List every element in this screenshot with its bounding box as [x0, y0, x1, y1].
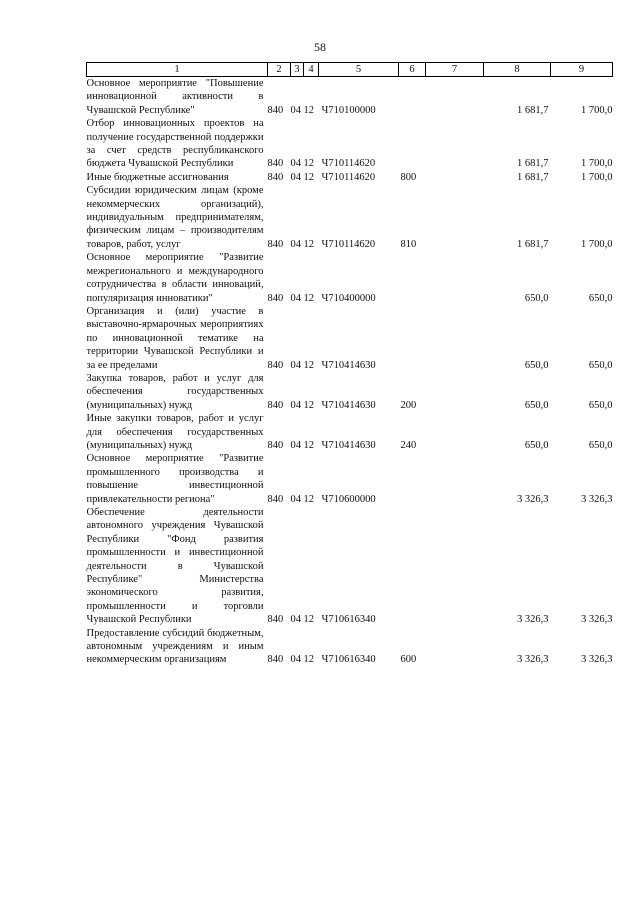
column-7-cell	[426, 77, 484, 118]
amount-col-9-cell: 650,0	[588, 399, 613, 411]
expense-type-cell: 240	[400, 439, 417, 451]
header-col-5: 5	[319, 63, 399, 77]
section-cell: 04	[290, 238, 301, 250]
subsection-cell: 12	[303, 238, 314, 250]
amount-col-8-cell: 650,0	[524, 399, 549, 411]
admin-code-cell: 840	[267, 292, 284, 304]
expense-type-cell	[399, 251, 426, 305]
section-cell: 04	[290, 614, 301, 626]
subsection-cell: 12	[303, 614, 314, 626]
target-article-cell: Ч710616340	[321, 614, 376, 626]
target-article-cell: Ч710414630	[321, 399, 376, 411]
table-row	[87, 372, 613, 412]
section-cell: 04	[290, 158, 301, 170]
table-row	[87, 77, 613, 118]
amount-col-8-cell: 1 681,7	[517, 158, 549, 170]
expense-type-cell	[399, 506, 426, 627]
amount-col-8-cell: 3 326,3	[517, 614, 549, 626]
admin-code-cell: 840	[267, 493, 284, 505]
section-cell: 04	[290, 292, 301, 304]
table-row	[87, 506, 613, 627]
subsection-cell: 12	[303, 171, 314, 183]
name-cell: Закупка товаров, работ и услуг для обеспечения государственных (муниципальных) нужд	[86, 372, 264, 411]
subsection-cell: 12	[303, 654, 314, 666]
subsection-cell: 12	[303, 399, 314, 411]
header-col-6: 6	[399, 63, 426, 77]
column-7-cell	[426, 305, 484, 372]
amount-col-8-cell: 1 681,7	[517, 238, 549, 250]
amount-col-8-cell: 650,0	[524, 359, 549, 371]
amount-col-9-cell: 1 700,0	[581, 158, 613, 170]
target-article-cell: Ч710100000	[321, 104, 376, 116]
section-cell: 04	[290, 493, 301, 505]
section-cell: 04	[290, 654, 301, 666]
admin-code-cell: 840	[267, 238, 284, 250]
column-7-cell	[426, 184, 484, 251]
page-number: 58	[314, 40, 326, 54]
expense-type-cell	[399, 77, 426, 118]
column-7-cell	[426, 251, 484, 305]
amount-col-9-cell: 1 700,0	[581, 104, 613, 116]
name-cell: Организация и (или) участие в выставочно-ярмарочных мероприятиях по инновационной тематике на территории Чувашской Республики и за ее пределами	[86, 305, 264, 371]
name-cell: Субсидии юридическим лицам (кроме некоммерческих организаций), индивидуальным предпринимателям, физическим лицам – производителям товаров, работ, услуг	[86, 185, 264, 250]
amount-col-9-cell: 3 326,3	[581, 614, 613, 626]
amount-col-8-cell: 1 681,7	[517, 104, 549, 116]
subsection-cell: 12	[303, 359, 314, 371]
table-row	[87, 171, 613, 184]
expense-type-cell: 800	[400, 171, 417, 183]
column-7-cell	[426, 627, 484, 667]
target-article-cell: Ч710616340	[321, 654, 376, 666]
section-cell: 04	[290, 171, 301, 183]
amount-col-8-cell: 650,0	[524, 439, 549, 451]
section-cell: 04	[290, 399, 301, 411]
admin-code-cell: 840	[267, 654, 284, 666]
admin-code-cell: 840	[267, 399, 284, 411]
expense-type-cell: 600	[400, 654, 417, 666]
amount-col-9-cell: 1 700,0	[581, 238, 613, 250]
expense-type-cell	[399, 452, 426, 506]
subsection-cell: 12	[303, 292, 314, 304]
target-article-cell: Ч710600000	[321, 493, 376, 505]
subsection-cell: 12	[303, 493, 314, 505]
name-cell: Основное мероприятие "Развитие промышленного производства и повышение инвестиционной привлекательности региона"	[86, 453, 264, 505]
target-article-cell: Ч710414630	[321, 439, 376, 451]
amount-col-8-cell: 650,0	[524, 292, 549, 304]
subsection-cell: 12	[303, 439, 314, 451]
admin-code-cell: 840	[267, 359, 284, 371]
name-cell: Основное мероприятие "Развитие межрегионального и международного сотрудничества в области инноваций, популяризация инноватики"	[86, 252, 264, 304]
target-article-cell: Ч710400000	[321, 292, 376, 304]
header-col-4: 4	[304, 63, 319, 77]
subsection-cell: 12	[303, 158, 314, 170]
expense-type-cell: 810	[400, 238, 417, 250]
expense-type-cell: 200	[400, 399, 417, 411]
section-cell: 04	[290, 439, 301, 451]
admin-code-cell: 840	[267, 439, 284, 451]
subsection-cell: 12	[303, 104, 314, 116]
header-col-2: 2	[268, 63, 291, 77]
column-7-cell	[426, 117, 484, 171]
table-row	[87, 412, 613, 452]
column-7-cell	[426, 372, 484, 412]
section-cell: 04	[290, 359, 301, 371]
header-col-3: 3	[291, 63, 304, 77]
header-col-7: 7	[426, 63, 484, 77]
amount-col-9-cell: 3 326,3	[581, 654, 613, 666]
column-7-cell	[426, 171, 484, 184]
amount-col-9-cell: 650,0	[588, 292, 613, 304]
amount-col-9-cell: 650,0	[588, 439, 613, 451]
column-7-cell	[426, 452, 484, 506]
header-col-8: 8	[484, 63, 551, 77]
table-row	[87, 251, 613, 305]
amount-col-8-cell: 1 681,7	[517, 171, 549, 183]
admin-code-cell: 840	[267, 158, 284, 170]
amount-col-9-cell: 1 700,0	[581, 171, 613, 183]
expense-type-cell	[399, 305, 426, 372]
table-row	[87, 452, 613, 506]
amount-col-8-cell: 3 326,3	[517, 654, 549, 666]
name-cell: Иные закупки товаров, работ и услуг для обеспечения государственных (муниципальных) нужд	[86, 413, 264, 451]
target-article-cell: Ч710114620	[321, 158, 376, 170]
name-cell: Иные бюджетные ассигнования	[86, 171, 229, 183]
section-cell: 04	[290, 104, 301, 116]
amount-col-9-cell: 3 326,3	[581, 493, 613, 505]
table-row	[87, 627, 613, 667]
admin-code-cell: 840	[267, 171, 284, 183]
target-article-cell: Ч710114620	[321, 171, 376, 183]
amount-col-8-cell: 3 326,3	[517, 493, 549, 505]
column-7-cell	[426, 412, 484, 452]
target-article-cell: Ч710414630	[321, 359, 376, 371]
table-row	[87, 305, 613, 372]
admin-code-cell: 840	[267, 614, 284, 626]
table-row	[87, 184, 613, 251]
amount-col-9-cell: 650,0	[588, 359, 613, 371]
target-article-cell: Ч710114620	[321, 238, 376, 250]
name-cell: Основное мероприятие "Повышение инновационной активности в Чувашской Республике"	[86, 78, 264, 116]
header-col-1: 1	[87, 63, 268, 77]
header-row	[87, 63, 613, 77]
admin-code-cell: 840	[267, 104, 284, 116]
name-cell: Предоставление субсидий бюджетным, автономным учреждениям и иным некоммерческим организациям	[86, 627, 264, 666]
name-cell: Отбор инновационных проектов на получение государственной поддержки за счет средств республиканского бюджета Чувашской Республики	[86, 118, 264, 170]
budget-table	[86, 62, 613, 667]
column-7-cell	[426, 506, 484, 627]
table-row	[87, 117, 613, 171]
expense-type-cell	[399, 117, 426, 171]
name-cell: Обеспечение деятельности автономного учреждения Чувашской Республики "Фонд развития промышленности и инвестиционной деятельности в Чувашской Республике" Министерства экономического развития, промышленности и торговли Чувашской Республики	[86, 507, 264, 626]
header-col-9: 9	[551, 63, 613, 77]
